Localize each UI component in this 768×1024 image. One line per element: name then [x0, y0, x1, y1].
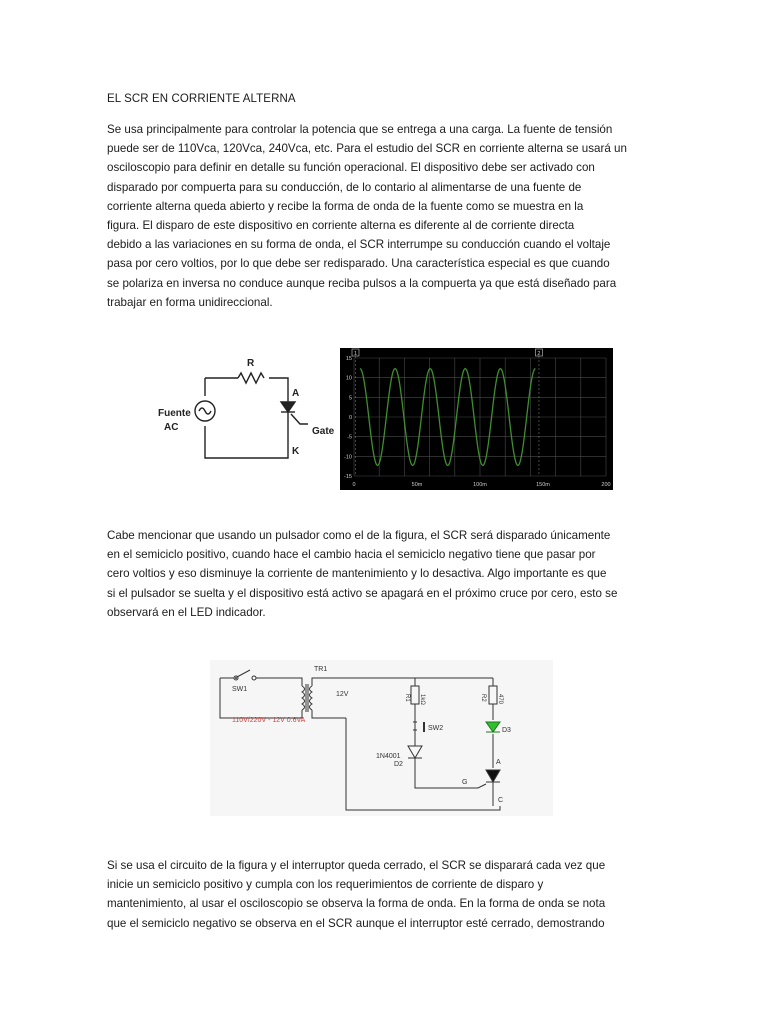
scr-circuit-diagram — [150, 350, 340, 468]
paragraph-pushbutton — [107, 526, 617, 622]
scope-x-tick-label: 100m — [473, 482, 487, 488]
paragraph-line: cero voltios y eso disminuye la corriente de mantenimiento y lo desactiva. Algo importante es que — [107, 567, 607, 581]
paragraph-line: si el pulsador se suelta y el dispositivo está activo se apagará en el próximo cruce por cero, esto se — [107, 586, 618, 600]
paragraph-line: disparado por compuerta para su conducción, de lo contario al alimentarse de una fuente de — [107, 180, 582, 194]
scope-y-tick-label: 15 — [345, 356, 352, 362]
paragraph-line: figura. El disparo de este dispositivo en corriente alterna es diferente al de corriente directa — [107, 219, 575, 233]
paragraph-line: se polariza en inversa no conduce aunque reciba pulsos a la compuerta ya que está diseñado para — [107, 276, 617, 290]
scope-x-tick-label: 200 — [601, 482, 611, 488]
paragraph-line: corriente alterna queda abierto y recibe la forma de onda de la fuente como se muestra en la — [107, 199, 584, 213]
paragraph-line: en el semiciclo positivo, cuando hace el cambio hacia el semiciclo negativo tiene que pasar por — [107, 548, 596, 562]
paragraph-line: Si se usa el circuito de la figura y el interruptor queda cerrado, el SCR se disparará cada vez que — [107, 859, 606, 872]
resistor-label: R — [247, 358, 255, 369]
scope-background — [340, 348, 613, 490]
switch-label: SW1 — [232, 686, 248, 693]
scope-x-tick-label: 0 — [352, 482, 356, 488]
diode-part-label: 1N4001 — [376, 753, 401, 760]
r1-label: R1 — [404, 694, 410, 702]
diode-ref-label: D2 — [394, 761, 403, 768]
paragraph-line: observará en el LED indicador. — [107, 605, 266, 619]
source-label-ac: AC — [164, 422, 179, 433]
led-indicator-icon — [486, 722, 500, 732]
paragraph-line: pasa por cero voltios, por lo que debe ser redisparado. Una característica especial es que cuando — [107, 257, 610, 271]
transformer-label: TR1 — [314, 666, 328, 673]
paragraph-line: osciloscopio para definir en detalle su función operacional. El dispositivo debe ser activado con — [107, 161, 595, 175]
section-title: EL SCR EN CORRIENTE ALTERNA — [107, 93, 296, 105]
anode-label: A — [292, 388, 300, 399]
r2-value-label: 470 — [497, 694, 503, 705]
scr-cathode-label: C — [498, 797, 504, 804]
transformer-spec-label: 110V/220V - 12V 0.6VA — [232, 717, 306, 724]
scope-x-tick-label: 150m — [536, 482, 550, 488]
scope-marker-label: 2 — [537, 351, 541, 357]
scope-y-tick-label: -10 — [344, 454, 352, 461]
paragraph-line: debido a las variaciones en su forma de onda, el SCR interrumpe su conducción cuando el voltaje — [107, 238, 611, 252]
paragraph-line: mantenimiento, al usar el osciloscopio se observa la forma de onda. En la forma de onda se nota — [107, 897, 606, 911]
scope-marker-label: 1 — [353, 351, 358, 357]
paragraph-intro — [107, 120, 627, 312]
paragraph-line: Cabe mencionar que usando un pulsador como el de la figura, el SCR será disparado únicamente — [107, 529, 611, 542]
scope-y-tick-label: -15 — [344, 474, 352, 480]
source-label: Fuente — [158, 408, 191, 419]
scr-anode-label: A — [496, 759, 501, 766]
oscilloscope-display — [340, 348, 613, 490]
r2-label: R2 — [480, 694, 486, 702]
paragraph-line: inicie un semiciclo positivo y cumpla con los requerimientos de corriente de disparo y — [107, 878, 544, 892]
cathode-label: K — [292, 446, 300, 457]
scope-y-tick-label: 5 — [348, 395, 352, 402]
paragraph-line: Se usa principalmente para controlar la potencia que se entrega a una carga. La fuente de tensión — [107, 123, 613, 136]
scr-gate-label: G — [462, 779, 468, 786]
led-label: D3 — [502, 727, 511, 734]
pushbutton-label: SW2 — [428, 725, 444, 732]
scope-y-tick-label: 10 — [345, 375, 352, 382]
paragraph-line: que el semiciclo negativo se observa en el SCR aunque el interruptor esté cerrado, demostrando — [107, 916, 605, 930]
scope-y-tick-label: 0 — [348, 415, 352, 421]
gate-label: Gate — [312, 426, 335, 437]
paragraph-line: trabajar en forma unidireccional. — [107, 295, 273, 309]
r1-value-label: 1kΩ — [419, 694, 425, 705]
paragraph-line: puede ser de 110Vca, 120Vca, 240Vca, etc. Para el estudio del SCR en corriente alterna se usará un — [107, 142, 627, 156]
scope-y-tick-label: -5 — [347, 434, 352, 441]
scope-x-tick-label: 50m — [411, 482, 423, 488]
secondary-voltage-label: 12V — [336, 691, 349, 698]
scr-test-circuit — [210, 660, 553, 816]
paragraph-closed-switch — [107, 856, 605, 933]
